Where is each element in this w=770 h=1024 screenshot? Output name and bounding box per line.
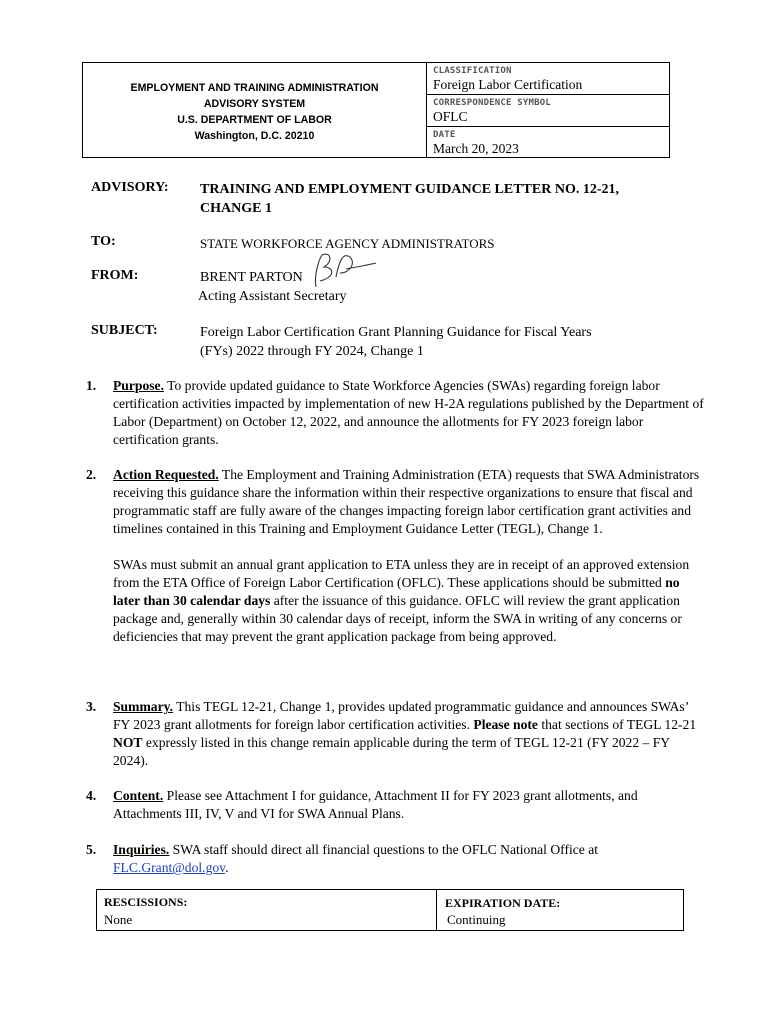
rescissions-cell <box>97 890 437 930</box>
section-text: To provide updated guidance to State Workforce Agencies (SWAs) regarding foreign labor certification activities impacted by implementation of new H-2A regulations published by the Department of Labor (Department) on October 12, 2022, and announce the allotments for FY 2023 foreign labor certification grants. <box>113 378 704 447</box>
advisory-label: ADVISORY: <box>91 180 169 195</box>
agency-line: Washington, D.C. 20210 <box>194 130 315 142</box>
classification-value: Foreign Labor Certification <box>433 77 583 92</box>
expiration-value: Continuing <box>447 912 506 927</box>
section-number: 2. <box>86 467 97 482</box>
subject-line-1: Foreign Labor Certification Grant Planning Guidance for Fiscal Years <box>200 325 592 340</box>
section-text: SWA staff should direct all financial questions to the OFLC National Office at <box>169 842 599 857</box>
advisory-line-2: CHANGE 1 <box>200 201 272 216</box>
date-value: March 20, 2023 <box>433 141 519 156</box>
section-text: The Employment and Training Administration (ETA) requests that SWA Administrators receiving this guidance share the information within their respective organizations to ensure that fiscal and programmatic staff are fully aware of the changes impacting foreign labor certification grant activities and timelines contained in this Training and Employment Guidance Letter (TEGL), Change 1. <box>113 467 700 536</box>
section-text: that sections of TEGL 12-21 <box>537 717 697 732</box>
header-box <box>82 62 670 158</box>
expiration-label: EXPIRATION DATE: <box>445 896 561 910</box>
to-label: TO: <box>91 234 116 249</box>
section-summary <box>86 698 706 770</box>
agency-line: U.S. DEPARTMENT OF LABOR <box>177 114 332 126</box>
section-number: 3. <box>86 699 97 714</box>
section-text: . <box>225 860 229 875</box>
section-paragraph-2 <box>113 556 706 646</box>
from-label: FROM: <box>91 268 139 283</box>
section-number: 5. <box>86 842 97 857</box>
deadline-emphasis: no later than 30 calendar days <box>113 575 680 608</box>
symbol-cell <box>427 95 669 127</box>
paragraph-text: after the issuance of this guidance. OFLC will review the grant application package and, generally within 30 calendar days of receipt, inform the SWA in writing of any concerns or deficiencies that may prevent the grant application package from being approved. <box>113 593 682 644</box>
subject-line-2: (FYs) 2022 through FY 2024, Change 1 <box>200 344 424 359</box>
section-text: Please see Attachment I for guidance, Attachment II for FY 2023 grant allotments, and Attachments III, IV, V and VI for SWA Annual Plans. <box>113 788 638 821</box>
signature-image <box>310 247 380 295</box>
from-name: BRENT PARTON <box>200 270 303 285</box>
section-heading: Action Requested. <box>113 467 219 482</box>
section-purpose <box>86 377 706 449</box>
subject-label: SUBJECT: <box>91 323 158 338</box>
section-number: 4. <box>86 788 97 803</box>
note-emphasis: Please note <box>473 717 538 732</box>
footer-box <box>96 889 684 931</box>
expiration-cell <box>437 890 683 930</box>
classification-cell <box>427 63 669 95</box>
section-heading: Purpose. <box>113 378 164 393</box>
section-inquiries <box>86 841 706 877</box>
section-heading: Content. <box>113 788 164 803</box>
not-emphasis: NOT <box>113 735 143 750</box>
rescissions-label: RESCISSIONS: <box>104 895 188 909</box>
advisory-line-1: TRAINING AND EMPLOYMENT GUIDANCE LETTER NO. 12-21, <box>200 182 620 197</box>
symbol-value: OFLC <box>433 109 468 124</box>
from-title: Acting Assistant Secretary <box>198 289 347 304</box>
email-link[interactable]: FLC.Grant@dol.gov <box>113 860 226 875</box>
section-text: This TEGL 12-21, Change 1, provides updated programmatic guidance and announces SWAs’ FY 2023 grant allotments for foreign labor certification activities. <box>113 699 689 732</box>
agency-line: ADVISORY SYSTEM <box>203 98 306 110</box>
section-heading: Inquiries. <box>113 842 170 857</box>
date-label: DATE <box>433 130 456 140</box>
date-cell <box>427 127 669 157</box>
section-text: expressly listed in this change remain applicable during the term of TEGL 12-21 (FY 2022 – FY 2024). <box>113 735 670 768</box>
section-heading: Summary. <box>113 699 174 714</box>
classification-label: CLASSIFICATION <box>433 66 512 76</box>
paragraph-text: SWAs must submit an annual grant application to ETA unless they are in receipt of an approved extension from the ETA Office of Foreign Labor Certification (OFLC). These applications should be submitted <box>113 557 690 590</box>
symbol-label: CORRESPONDENCE SYMBOL <box>433 98 551 108</box>
agency-block <box>83 63 427 157</box>
section-number: 1. <box>86 378 97 393</box>
rescissions-value: None <box>104 912 133 927</box>
to-value: STATE WORKFORCE AGENCY ADMINISTRATORS <box>200 236 495 251</box>
section-action-requested <box>86 466 706 646</box>
classification-block <box>427 63 669 157</box>
section-content <box>86 787 706 823</box>
agency-line: EMPLOYMENT AND TRAINING ADMINISTRATION <box>130 82 379 94</box>
